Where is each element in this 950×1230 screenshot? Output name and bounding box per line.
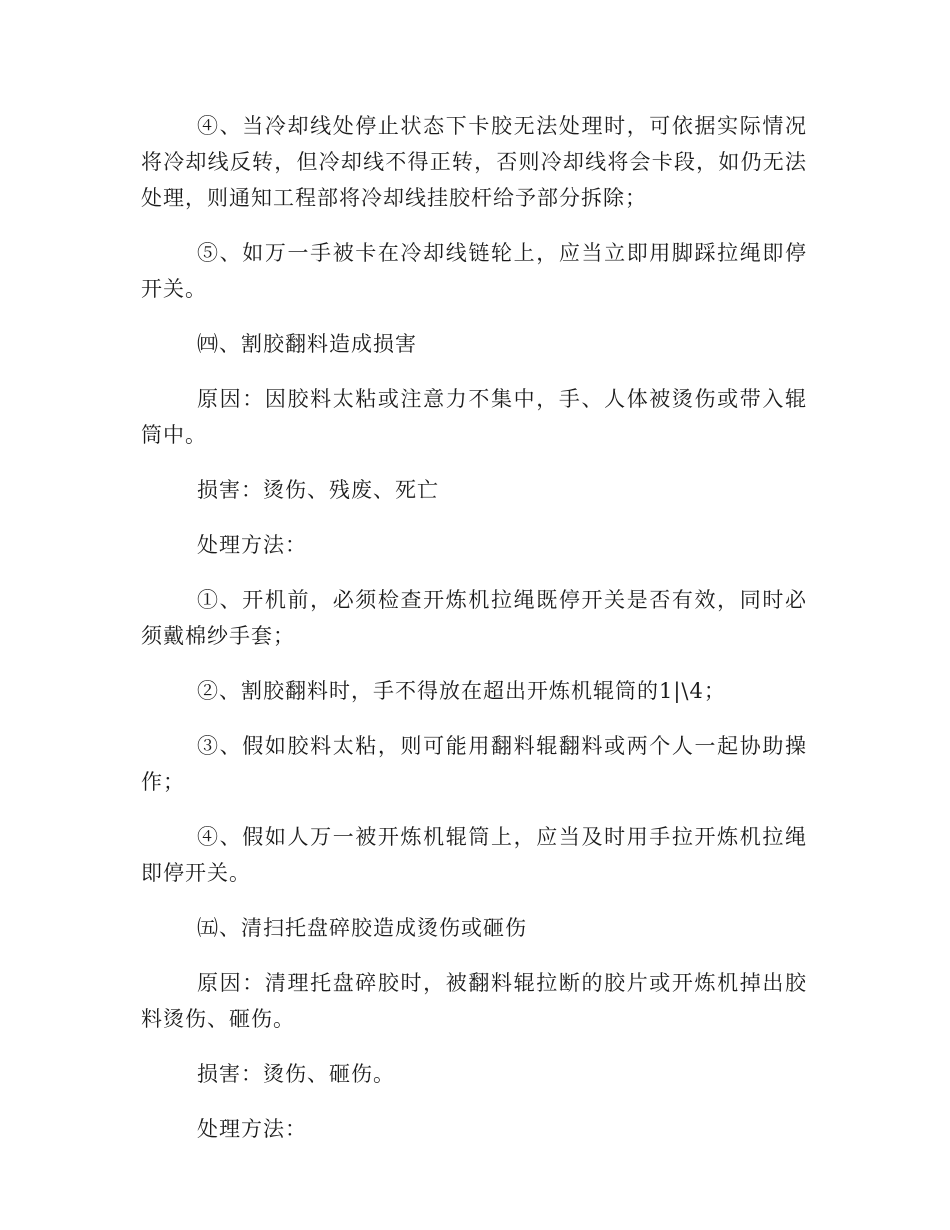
paragraph-damage-2: 损害：烫伤、砸伤。 — [197, 1062, 395, 1086]
section-heading-cleaning-tray: ㈤、清扫托盘碎胶造成烫伤或砸伤 — [197, 916, 527, 940]
paragraph-damage: 损害：烫伤、残废、死亡 — [197, 478, 439, 502]
paragraph-cause-2: 原因：清理托盘碎胶时，被翻料辊拉断的胶片或开炼机掉出胶料烫伤、砸伤。 — [141, 971, 807, 1031]
paragraph-step-3: ③、假如胶料太粘，则可能用翻料辊翻料或两个人一起协助操作； — [141, 734, 807, 794]
paragraph-step-2: ②、割胶翻料时，手不得放在超出开炼机辊筒的1|\4； — [197, 679, 726, 703]
paragraph-cause: 原因：因胶料太粘或注意力不集中，手、人体被烫伤或带入辊筒中。 — [141, 387, 807, 447]
paragraph-step-4: ④、假如人万一被开炼机辊筒上，应当及时用手拉开炼机拉绳即停开关。 — [141, 825, 807, 885]
paragraph-hand-caught-sprocket: ⑤、如万一手被卡在冷却线链轮上，应当立即用脚踩拉绳即停开关。 — [141, 241, 807, 301]
paragraph-cooling-line-reverse: ④、当冷却线处停止状态下卡胶无法处理时，可依据实际情况将冷却线反转，但冷却线不得正转，否则冷却线将会卡段，如仍无法处理，则通知工程部将冷却线挂胶杆给予部分拆除； — [141, 114, 807, 210]
paragraph-step-1: ①、开机前，必须检查开炼机拉绳既停开关是否有效，同时必须戴棉纱手套； — [141, 588, 807, 648]
paragraph-handling-method-label-2: 处理方法： — [197, 1117, 307, 1141]
paragraph-handling-method-label: 处理方法： — [197, 533, 307, 557]
section-heading-cutting-flipping: ㈣、割胶翻料造成损害 — [197, 332, 417, 356]
document-body — [141, 108, 807, 1166]
